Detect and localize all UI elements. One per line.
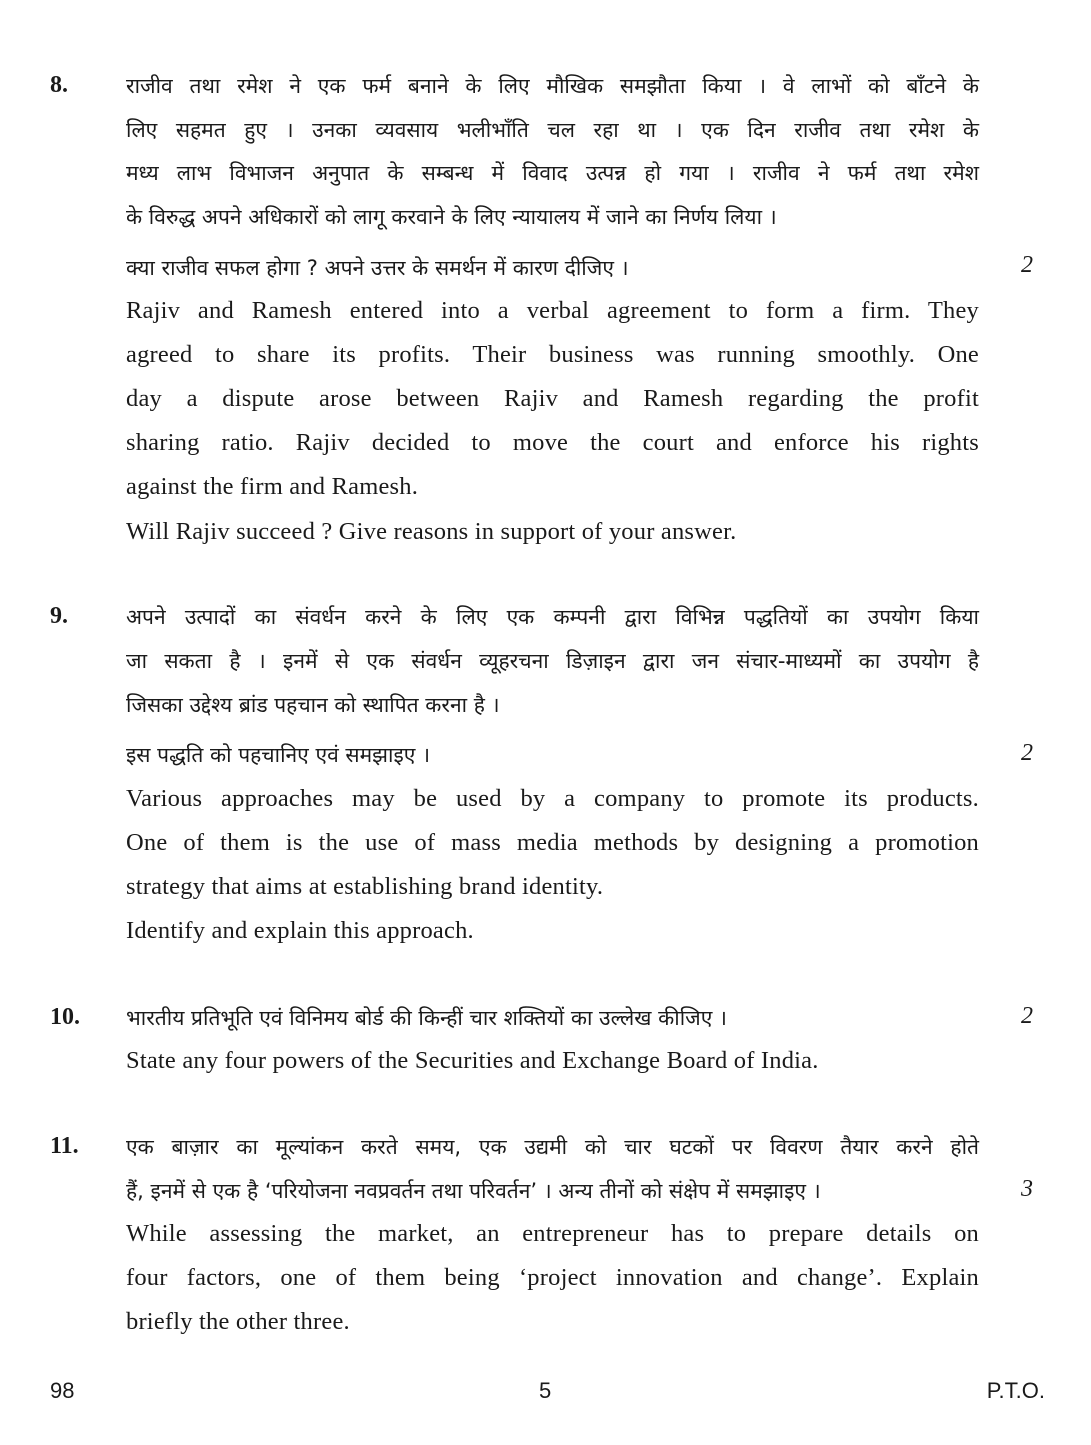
english-text-line: day a dispute arose between Rajiv and Ramesh regarding the profit — [126, 385, 979, 412]
hindi-text-line: अपने उत्पादों का संवर्धन करने के लिए एक कम्पनी द्वारा विभिन्न पद्धतियों का उपयोग किया — [126, 605, 979, 629]
english-text-line: sharing ratio. Rajiv decided to move the court and enforce his rights — [126, 429, 979, 456]
question-number: 11. — [50, 1133, 79, 1159]
english-text-line: Rajiv and Ramesh entered into a verbal agreement to form a firm. They — [126, 297, 979, 324]
hindi-text-line: राजीव तथा रमेश ने एक फर्म बनाने के लिए मौखिक समझौता किया । वे लाभों को बाँटने के — [126, 74, 979, 98]
page-number: 5 — [539, 1378, 552, 1403]
english-text-line: One of them is the use of mass media methods by designing a promotion — [126, 829, 979, 856]
hindi-question-line: इस पद्धति को पहचानिए एवं समझाइए । — [126, 743, 431, 767]
english-text-line: four factors, one of them being ‘project innovation and change’. Explain — [126, 1264, 979, 1291]
hindi-text-line: जिसका उद्देश्य ब्रांड पहचान को स्थापित करना है । — [126, 693, 500, 717]
marks: 2 — [1021, 252, 1033, 278]
hindi-text-line: हैं, इनमें से एक है ‘परियोजना नवप्रवर्तन तथा परिवर्तन’ । अन्य तीनों को संक्षेप में समझाइए । — [126, 1179, 821, 1203]
hindi-text-line: भारतीय प्रतिभूति एवं विनिमय बोर्ड की किन्हीं चार शक्तियों का उल्लेख कीजिए । — [126, 1006, 727, 1030]
pto-label: P.T.O. — [986, 1378, 1045, 1403]
hindi-text-line: एक बाज़ार का मूल्यांकन करते समय, एक उद्यमी को चार घटकों पर विवरण तैयार करने होते — [126, 1135, 979, 1159]
question-number: 10. — [50, 1004, 80, 1030]
english-text-line: against the firm and Ramesh. — [126, 473, 419, 500]
english-text-line: State any four powers of the Securities and Exchange Board of India. — [126, 1047, 819, 1074]
english-question-line: Identify and explain this approach. — [126, 917, 474, 944]
hindi-text-line: जा सकता है । इनमें से एक संवर्धन व्यूहरचना डिज़ाइन द्वारा जन संचार-माध्यमों का उपयोग है — [126, 649, 979, 673]
question-number: 9. — [50, 603, 68, 629]
marks: 2 — [1021, 740, 1033, 766]
hindi-text-line: के विरुद्ध अपने अधिकारों को लागू करवाने के लिए न्यायालय में जाने का निर्णय लिया । — [126, 205, 777, 229]
question-number: 8. — [50, 72, 68, 98]
marks: 2 — [1021, 1003, 1033, 1029]
paper-code: 98 — [50, 1378, 75, 1403]
english-text-line: strategy that aims at establishing brand identity. — [126, 873, 604, 900]
english-text-line: agreed to share its profits. Their business was running smoothly. One — [126, 341, 979, 368]
hindi-text-line: लिए सहमत हुए । उनका व्यवसाय भलीभाँति चल रहा था । एक दिन राजीव तथा रमेश के — [126, 118, 979, 142]
english-text-line: Various approaches may be used by a company to promote its products. — [126, 785, 979, 812]
english-text-line: briefly the other three. — [126, 1308, 350, 1335]
marks: 3 — [1021, 1176, 1033, 1202]
hindi-text-line: मध्य लाभ विभाजन अनुपात के सम्बन्ध में विवाद उत्पन्न हो गया । राजीव ने फर्म तथा रमेश — [126, 161, 979, 185]
hindi-question-line: क्या राजीव सफल होगा ? अपने उत्तर के समर्थन में कारण दीजिए । — [126, 256, 629, 280]
english-text-line: While assessing the market, an entrepreneur has to prepare details on — [126, 1220, 979, 1247]
english-question-line: Will Rajiv succeed ? Give reasons in support of your answer. — [126, 518, 737, 545]
